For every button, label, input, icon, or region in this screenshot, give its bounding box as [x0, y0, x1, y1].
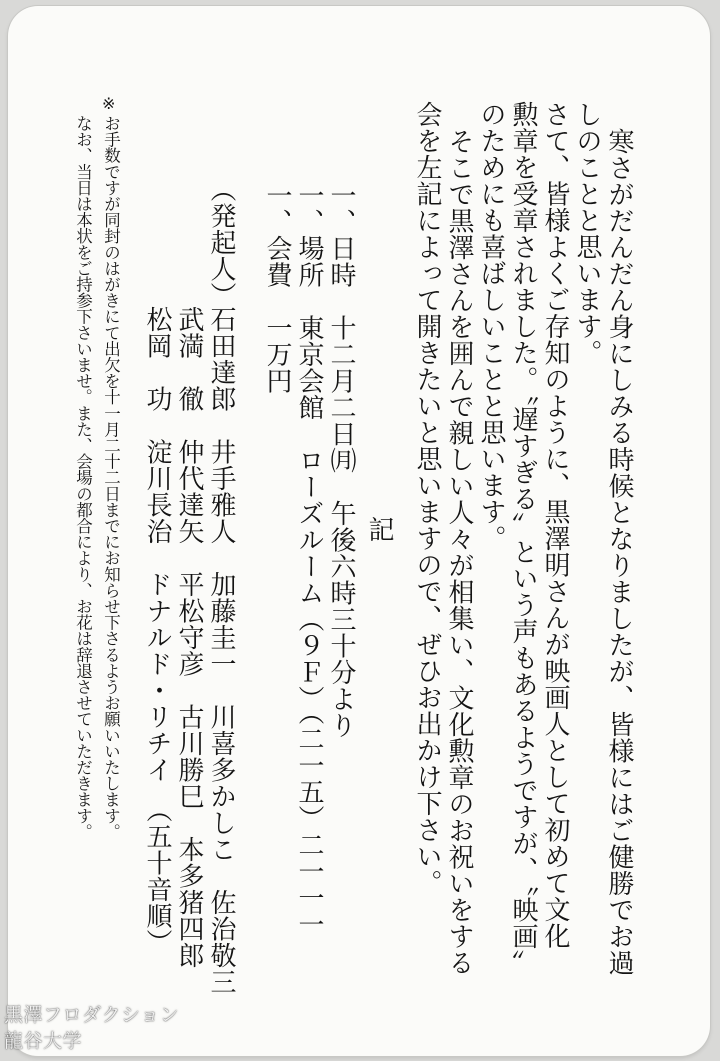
greeting-line-3: さて、皆様よくご存知のように、黒澤明さんが映画人として初めて文化 [540, 101, 570, 949]
ki-heading: 記 [364, 516, 394, 543]
detail-date: 一、日時 十二月二日㈪ 午後六時三十分より [326, 182, 356, 739]
note-line-1: お手数ですが同封のはがきにて出欠を十一月二十二日までにお知らせ下さるようお願いいたします。 [101, 115, 121, 840]
greeting-line-6: そこで黒澤さんを囲んで親しい人々が相集い、文化勲章のお祝いをする [444, 128, 474, 976]
organizers-line-2: 武満 徹 仲代達矢 平松守彦 古川勝巳 本多猪四郎 [174, 306, 204, 969]
detail-fee: 一、会費 一万円 [262, 182, 292, 394]
note-line-2: なお、当日は本状をご持参下さいませ。また、会場の都合により、お花は辞退させていただきます。 [73, 115, 93, 840]
detail-venue: 一、場所 東京会館 ローズルーム（９Ｆ）（二一五）二一一一 [294, 182, 324, 938]
organizers-heading: （発起人） [206, 176, 236, 309]
watermark-producer: 黒澤フロダクション [4, 1004, 180, 1026]
greeting-line-7: 会を左記によって開きたいと思いますので、ぜひお出かけ下さい。 [412, 101, 442, 896]
greeting-line-1: 寒さがだんだん身にしみる時候となりましたが、皆様にはご健勝でお過 [604, 128, 634, 976]
greeting-line-5: のためにも喜ばしいことと思います。 [476, 101, 506, 552]
greeting-line-4: 勲章を受章されました。〝遅すぎる〟という声もあるようですが、〝映画〟 [508, 101, 538, 976]
watermark-university: 龍谷大学 [4, 1030, 83, 1052]
organizers-line-1: 石田達郎 井手雅人 加藤圭一 川喜多かしこ 佐治敬三 [206, 306, 236, 995]
organizers-line-3: 松岡 功 淀川長治 ドナルド・リチイ （五十音順） [142, 306, 172, 956]
greeting-line-2: しのことと思います。 [572, 101, 602, 366]
note-mark: ※ [102, 94, 116, 113]
